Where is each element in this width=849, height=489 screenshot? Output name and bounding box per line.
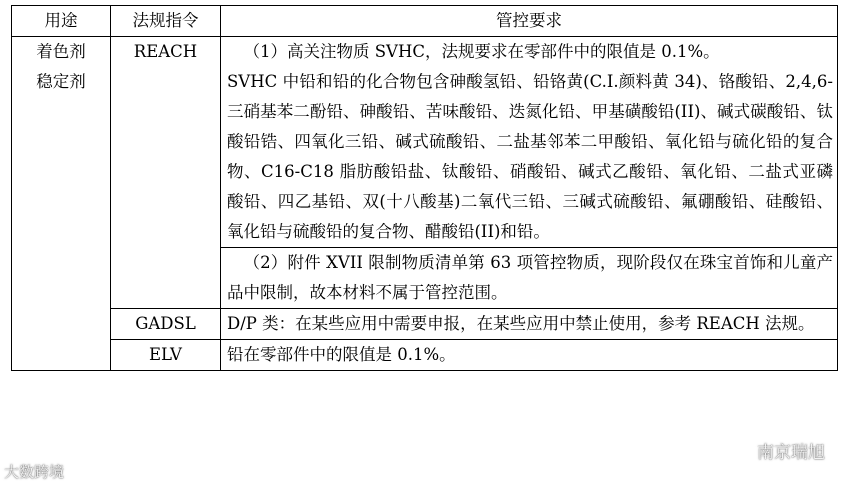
use-line-colorant: 着色剂 bbox=[36, 42, 86, 61]
law-cell-elv: ELV bbox=[111, 340, 221, 371]
table-row-reach bbox=[12, 37, 838, 248]
law-cell-gadsl: GADSL bbox=[111, 309, 221, 340]
table-header-row bbox=[12, 6, 838, 37]
requirement-svhc-intro: （1）高关注物质 SVHC，法规要求在零部件中的限值是 0.1%。 bbox=[243, 42, 720, 61]
wechat-logo-icon bbox=[731, 441, 753, 463]
header-use: 用途 bbox=[12, 6, 111, 37]
table-row-elv bbox=[12, 340, 838, 371]
requirement-cell-reach-svhc bbox=[221, 37, 838, 248]
requirement-cell-reach-annex bbox=[221, 248, 838, 309]
header-law: 法规指令 bbox=[111, 6, 221, 37]
requirement-cell-elv: 铅在零部件中的限值是 0.1%。 bbox=[221, 340, 838, 371]
watermark-left-text: 大数跨境 bbox=[4, 463, 65, 481]
requirement-svhc-list: SVHC 中铅和铅的化合物包含砷酸氢铅、铅铬黄(C.I.颜料黄 34)、铬酸铅、2,4,6-三硝基苯二酚铅、砷酸铅、苦味酸铅、迭氮化铅、甲基磺酸铅(II)、碱式碳酸铅、钛酸铅锆、四氧化三铅、碱式硫酸铅、二盐基邻苯二甲酸铅、氧化铅与硫化铅的复合物、C16-C18 脂肪酸铅盐、钛酸铅、硝酸铅、碱式乙酸铅、氧化铅、二盐式亚磷酸铅、四乙基铅、双(十八酸基)二氧代三铅、三碱式硫酸铅、氟硼酸铅、硅酸铅、氧化铅与硫酸铅的复合物、醋酸铅(II)和铅。 bbox=[227, 72, 833, 241]
watermark-left bbox=[4, 462, 64, 482]
use-cell bbox=[12, 37, 111, 371]
table-row-gadsl bbox=[12, 309, 838, 340]
requirement-annex-text: （2）附件 XVII 限制物质清单第 63 项管控物质，现阶段仅在珠宝首饰和儿童产品中限制，故本材料不属于管控范围。 bbox=[227, 253, 833, 302]
watermark-right-text: 南京瑞旭 bbox=[757, 443, 825, 463]
requirement-cell-gadsl: D/P 类：在某些应用中需要申报，在某些应用中禁止使用，参考 REACH 法规。 bbox=[221, 309, 838, 340]
watermark-right bbox=[731, 441, 825, 463]
use-line-stabilizer: 稳定剂 bbox=[36, 72, 86, 91]
law-cell-reach: REACH bbox=[111, 37, 221, 309]
regulation-table bbox=[11, 5, 838, 371]
header-requirement: 管控要求 bbox=[221, 6, 838, 37]
